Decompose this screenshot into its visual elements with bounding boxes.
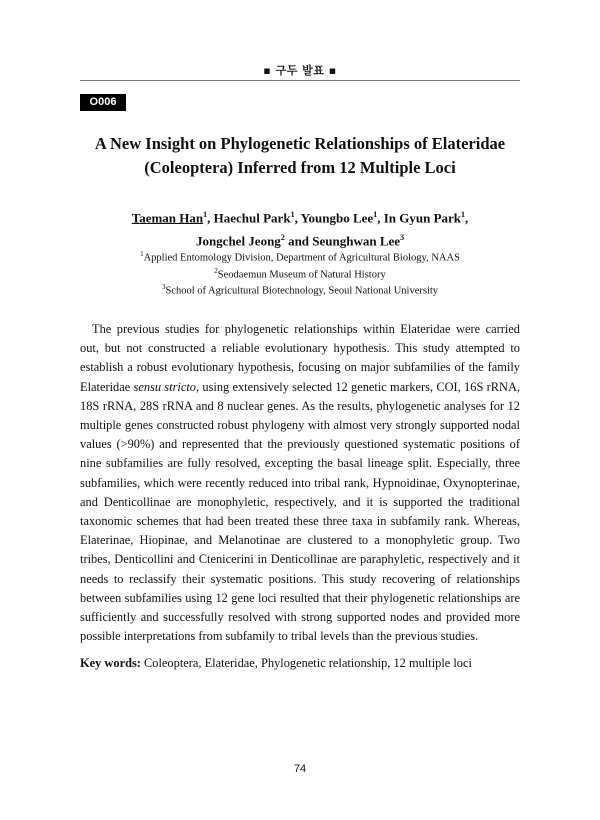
- author-affil-mark: 1: [203, 210, 208, 219]
- keywords-line: [80, 656, 520, 671]
- abstract-paragraph: [80, 320, 520, 646]
- author-name: In Gyun Park: [383, 210, 462, 226]
- affiliation-line: [60, 248, 540, 265]
- affiliation-mark: 1: [140, 250, 144, 258]
- author-affil-mark: 2: [280, 233, 285, 243]
- presentation-code-badge: O006: [80, 94, 126, 111]
- section-header: ▪ 구두 발표 ▪: [263, 64, 337, 77]
- page-number: 74: [293, 763, 307, 775]
- author-name: Taeman Han: [131, 210, 204, 226]
- author-name: Youngbo Lee: [300, 210, 374, 226]
- keywords-text: Coleoptera, Elateridae, Phylogenetic relationship, 12 multiple loci: [144, 656, 472, 670]
- paper-title: A New Insight on Phylogenetic Relationships of Elateridae (Coleoptera) Inferred from 12 Multiple Loci: [94, 134, 506, 177]
- abstract-text: The previous studies for phylogenetic relationships within Elateridae were carried out, but not constructed a reliable evolutionary hypothesis. This study attempted to establish a robust evolutionary hypothesis, focusing on major subfamilies of the family Elateridae: [80, 322, 520, 394]
- affiliation-text: School of Agricultural Biotechnology, Seoul National University: [165, 285, 439, 297]
- header-divider: [80, 80, 520, 81]
- author-connector: and: [288, 233, 310, 249]
- affiliation-line: [60, 265, 540, 282]
- abstract-text: , using extensively selected 12 genetic markers, COI, 16S rRNA, 18S rRNA, 28S rRNA and 8 nuclear genes. As the results, phylogenetic analyses for 12 multiple genes constructed robust phylogeny with almost very strongly supported nodal values (>90%) and represented that the previously questioned systematic positions of nine subfamilies are fully resolved, excepting the basal lineage split. Especially, three subfamilies, which were recently reduced into tribal rank, Hypnoidinae, Oxynopterinae, and Denticollinae are monophyletic, respectively, and it is supported the traditional taxonomic schemes that had been treated these three taxa in subfamily rank. Whereas, Elaterinae, Hiopinae, and Melanotinae are clustered to a monophyletic group. Two tribes, Denticollini and Ctenicerini in Denticollinae are paraphyletic, respectively and it needs to reclassify their systematic positions. This study recovering of relationships between subfamilies using 12 gene loci resulted that their phylogenetic relationships are sufficiently and successfully resolved with strong supported nodes and provided more possible interpretations from subfamily to tribal levels than the previous studies.: [80, 379, 520, 644]
- author-name: Jongchel Jeong: [195, 233, 281, 249]
- affiliation-line: [60, 281, 540, 298]
- abstract-italic-term: sensu stricto: [133, 379, 196, 394]
- affiliation-mark: 2: [214, 266, 218, 275]
- affiliation-text: Applied Entomology Division, Department of Agricultural Biology, NAAS: [143, 252, 460, 264]
- affiliation-list: [60, 248, 540, 298]
- affiliation-text: Seodaemun Museum of Natural History: [217, 269, 386, 280]
- keywords-label: Key words:: [80, 656, 141, 670]
- author-name: Seunghwan Lee: [312, 233, 401, 249]
- author-name: Haechul Park: [213, 210, 291, 226]
- affiliation-mark: 3: [161, 283, 166, 291]
- author-list: Taeman Han$^1$, Haechul Park$^1$, Youngbo Lee$^1$, In Gyun Park$^1$, Jongchel Jeong$^2$ and Seunghwan Lee$^3$: [131, 210, 469, 249]
- author-affil-mark: 1: [373, 210, 378, 219]
- author-affil-mark: 1: [290, 210, 295, 219]
- author-affil-mark: 3: [400, 233, 405, 243]
- author-affil-mark: 1: [461, 210, 466, 219]
